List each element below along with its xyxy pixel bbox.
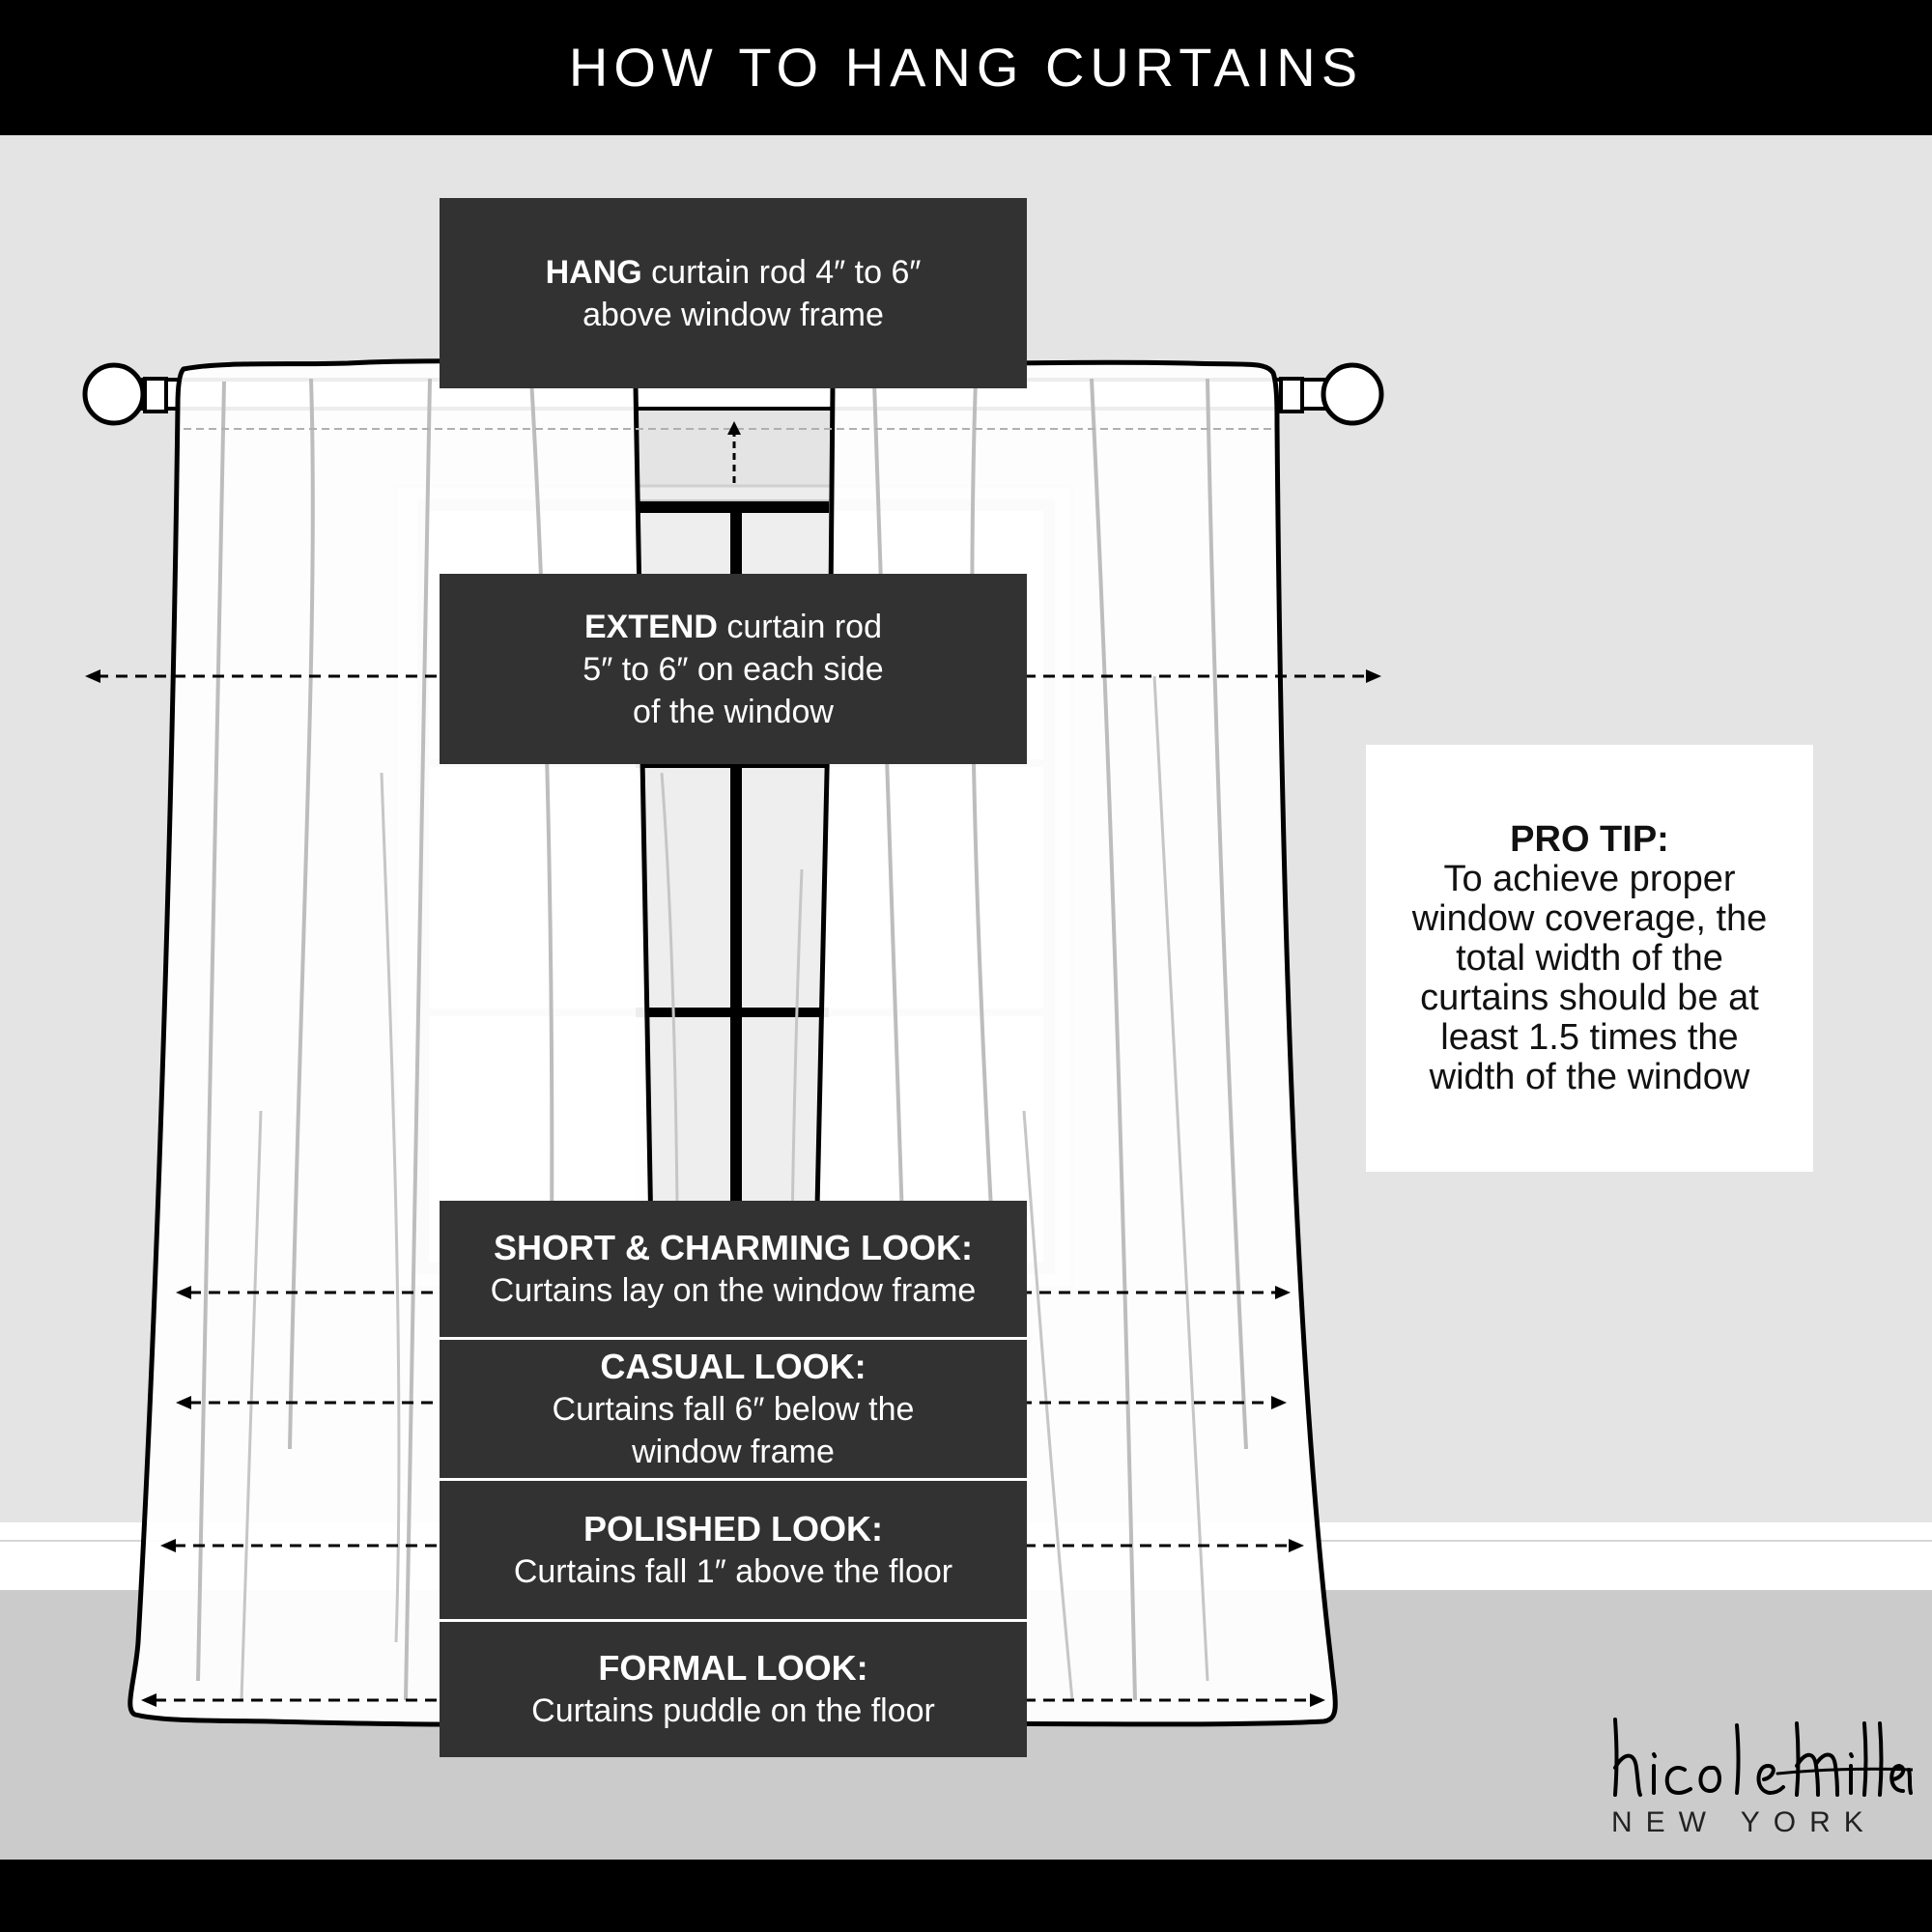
brand-city: NEW YORK bbox=[1611, 1806, 1877, 1838]
formal-look bbox=[440, 1622, 1027, 1757]
look-description-line2: window frame bbox=[632, 1433, 835, 1470]
short-charming-look bbox=[440, 1201, 1027, 1337]
extend-keyword: EXTEND bbox=[583, 608, 718, 645]
hang-text: curtain rod 4″ to 6″ bbox=[641, 253, 922, 291]
look-description: Curtains puddle on the floor bbox=[531, 1692, 935, 1729]
hang-text-line2: above window frame bbox=[582, 296, 884, 333]
rod-finial-right bbox=[1323, 365, 1381, 423]
rod-finial-left bbox=[85, 365, 143, 423]
rod-bracket-left bbox=[145, 379, 166, 412]
rod-bracket-right bbox=[1281, 379, 1302, 412]
brand-signature bbox=[1604, 1710, 1913, 1802]
extend-rod-instruction bbox=[440, 574, 1027, 764]
pro-tip-title: PRO TIP: bbox=[1510, 819, 1669, 860]
look-title: FORMAL LOOK: bbox=[598, 1648, 868, 1688]
footer-bar bbox=[0, 1860, 1932, 1932]
extend-text-line3: of the window bbox=[633, 693, 834, 730]
look-description: Curtains fall 6″ below the bbox=[552, 1390, 915, 1428]
look-title: POLISHED LOOK: bbox=[582, 1508, 883, 1548]
extend-arrowhead-left bbox=[85, 669, 100, 683]
extend-text-line2: 5″ to 6″ on each side bbox=[582, 650, 884, 688]
hang-keyword: HANG bbox=[545, 253, 642, 291]
hang-rod-instruction bbox=[440, 198, 1027, 388]
casual-look bbox=[440, 1340, 1027, 1478]
extend-text: curtain rod bbox=[717, 608, 882, 645]
extend-arrowhead-right bbox=[1366, 669, 1381, 683]
polished-look bbox=[440, 1481, 1027, 1619]
brand-logo bbox=[1604, 1710, 1913, 1845]
pro-tip-body: To achieve proper window coverage, the total width of the curtains should be at least 1.5 times the width of the window bbox=[1411, 859, 1768, 1097]
pro-tip-card bbox=[1366, 745, 1813, 1172]
look-description: Curtains fall 1″ above the floor bbox=[513, 1552, 953, 1590]
page-title: HOW TO HANG CURTAINS bbox=[568, 37, 1364, 98]
look-title: CASUAL LOOK: bbox=[600, 1346, 867, 1386]
look-description: Curtains lay on the window frame bbox=[490, 1271, 977, 1309]
look-title: SHORT & CHARMING LOOK: bbox=[494, 1227, 973, 1267]
